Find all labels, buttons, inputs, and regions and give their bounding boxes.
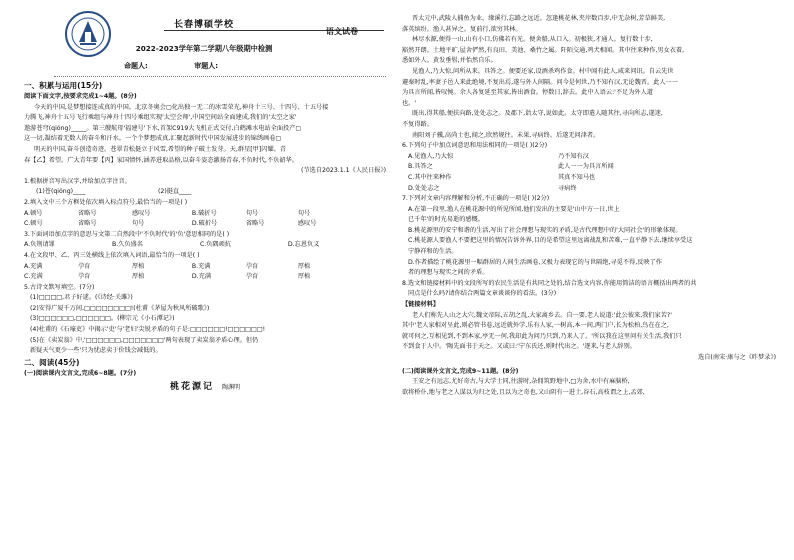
q3-options (24, 240, 386, 251)
q6-option-pair: 寻病终 (558, 184, 577, 192)
link-line: 其中'老人家相对呈此,则必管书卷,远近就外学,乐有人家,一树高,本一间,两门户,长为松柏,鸟在在之, (402, 322, 669, 330)
q5-item[interactable]: (3)□□□□□□,□□□□□□。(柳宗元《小石潭记》) (30, 315, 175, 323)
q4-option: 厚植 (131, 273, 145, 281)
question-1: 1.根据拼音写出汉字,并给加点字注音。 (24, 177, 131, 185)
q7-item[interactable]: D.作者描绘了桃花源里一幅群居的人间生活画卷,又极力表现它的与世隔绝,寻觅不得,反映了作 (408, 258, 662, 266)
question-8-cont: 同点是什么吗?请你结合两篇文章谈谈你的看法。(3分) (408, 290, 557, 298)
link-line: 不到食于人中。'陶先面书于天之。又或曰:'宁东氏还,则时代出之。'逐来,与老人辞别。 (402, 343, 636, 351)
text-line: 落英缤纷。渔人甚异之。复前行,欲穷其林。 (402, 25, 522, 33)
passage-line: 这一切,凝结着无数人的奋斗和汗水。一个个梦想成真,汇聚起新时代中国发展进步的锦绣画卷▢ (24, 135, 282, 143)
text-line: 豁然开朗。土地平旷,屋舍俨然,有良田、美池、桑竹之属。阡陌交通,鸡犬相闻。其中往来种作,男女衣着, (402, 46, 685, 54)
paper-type: 语文试卷 (326, 27, 358, 36)
q5-item: 新疑天气更少一些'只为忧虑卖于价钱会减低的。 (30, 347, 162, 355)
q2-option: 句号 (131, 220, 145, 228)
q6-option-pair: 此人一一为具言所闻 (558, 163, 614, 171)
q4-option[interactable]: A.充满 (24, 262, 43, 270)
text-line: 既出,得其船,便扶向路,处处志之。及郡下,诣太守,说如此。太守即遣人随其往,寻向所志,遂迷, (412, 110, 663, 118)
q2-option[interactable]: D.破折号 (191, 220, 218, 228)
q4-option: 孕育 (77, 273, 91, 281)
subsection2-title: (二)阅读课外文言文,完成9~11题。(8分) (402, 367, 519, 375)
header-divider (54, 76, 386, 77)
passage-line: 遨游苍穹(qióng)_____。第三艘航母'福建号'下水,首架C919大飞机正式交付,白鹤滩水电站全面投产▢ (24, 124, 302, 132)
text-line: 悉如外人。黄发垂髫,并怡然自乐。 (402, 57, 497, 65)
q7-item[interactable]: A.在第一段里,渔人在桃花源中的所见所闻,他们发出的主要是'山中方一日,世上 (408, 205, 620, 213)
link-line: 就可何之,互相见到,不到本家,亭无一何,我却此为问乃只到,乃来人了。'所以我在这里问有关生活,我们只 (402, 332, 682, 340)
q6-option-pair: 其真不知马也 (558, 173, 596, 181)
q2-option: 句号 (297, 209, 311, 217)
passage-line: 春【乙】希望。广大青年要【丙】家国情怀,涵养进取品格,以奋斗姿态激扬青春,不负时代,不负韶华。 (24, 156, 298, 164)
q2-option: 省略号 (77, 220, 97, 228)
q4-option: 厚植 (297, 262, 311, 270)
q2-option: 省略号 (77, 209, 97, 217)
link-source: 选自(南宋·康与之《昨梦录》) (698, 354, 776, 361)
text-line: 不复得路。 (402, 120, 433, 128)
q1-item[interactable]: (1)苍(qióng)____ (36, 188, 86, 196)
q1-item[interactable]: (2)挺直____ (157, 188, 192, 196)
passage-line: 今天的中国,是梦想接连成真的中国。北京冬奥会▢化出独一无二的冰雪荣光,神舟十三号、十四号、十五号接 (34, 103, 329, 111)
q2-option[interactable]: B.破折号 (191, 209, 217, 217)
setter-label: 命题人: (124, 62, 148, 70)
text-line: 避秦时乱,率妻子邑人来此绝境,不复出焉,遂与外人间隔。问今是何世,乃不知有汉,无论魏晋。此人一一 (402, 78, 678, 86)
q2-option: 感叹号 (297, 220, 317, 228)
section1-title: 一、积累与运用(15分) (24, 81, 103, 90)
q4-options-row (24, 272, 386, 283)
reading-prompt: 阅读下面文字,按要求完成1~4题。(8分) (24, 93, 137, 100)
q4-option[interactable]: D.充满 (191, 273, 212, 281)
exam-title: 2022-2023学年第二学期八年级期中检测 (135, 44, 273, 53)
q6-option-row (402, 184, 776, 195)
link-material-title: 【链接材料】 (402, 301, 440, 309)
q6-option-row (402, 173, 776, 184)
q4-option: 厚植 (297, 273, 311, 281)
q7-item[interactable]: B.桃花源里的安宁和谐的生活,写出了社会理想与现实的矛盾,是古代理想中的'大同社会'的形象体现。 (408, 226, 682, 234)
text-line: 晋太元中,武陵人捕鱼为业。缘溪行,忘路之远近。忽逢桃花林,夹岸数百步,中无杂树,芳草鲜美, (412, 15, 666, 22)
q6-option-pair: 乃不知有汉 (558, 152, 589, 160)
q6-option[interactable]: D.处处志之 (408, 184, 440, 192)
subsection1-title: (一)阅读课内文言文,完成6~8题。(7分) (24, 369, 137, 377)
question-5: 5.古诗文默写填空。(7分) (24, 283, 95, 291)
question-2: 2.填入文中三个方框处依次填入标点符号,最恰当的一项是( ) (24, 198, 188, 206)
question-3: 3.下面词语加点字的意思与文第二自然段中'不负时代'的'负'意思相同的是( ) (24, 230, 230, 238)
q6-option[interactable]: C.其中往来种作 (408, 173, 452, 181)
passage-line: 力腾飞,神舟十五号飞行乘组与神舟十四号乘组实现'太空会师',中国空间站全面建成,我们的'太空之家' (24, 114, 297, 122)
q2-options-row (24, 209, 386, 220)
question-7: 7.下列对文章内容理解和分析,不正确的一项是( )(2分) (402, 195, 550, 203)
text-line: 南阳刘子骥,高尚士也,闻之,欣然规往。未果,寻病终。后遂无问津者。 (412, 131, 600, 139)
poem-author: 陶渊明 (222, 384, 241, 392)
q7-item[interactable]: C.桃花源人要渔人不要把这里的情况告诉外界,目的是希望这里远离战乱和苦难,一直平静下去,继续享受这 (408, 237, 693, 245)
q4-option: 孕育 (245, 273, 259, 281)
poem-title: 桃花源记 (169, 382, 214, 393)
left-column (24, 0, 386, 560)
left-body (24, 80, 386, 392)
q4-option: 孕育 (77, 262, 91, 270)
question-8: 8.选文和链接材料中的文段所写的农民生活是有共同之处的,结合选文内容,你能用简洁的语言概括出两者的共 (402, 279, 697, 287)
q3-option[interactable]: D.忘恩负义 (287, 241, 320, 249)
setter-info (124, 61, 262, 71)
school-name: 长春博硕学校 (174, 20, 235, 30)
q4-option[interactable]: C.充满 (24, 273, 43, 281)
q6-option-row (402, 162, 776, 173)
q6-option-row (402, 152, 776, 163)
q2-options-row (24, 219, 386, 230)
passage-source: (节选自2023.1.1《人民日报》) (301, 167, 386, 175)
q5-item[interactable]: (1)□□□□,君子好逑。(《诗经·关雎》) (30, 294, 133, 302)
passage-line: 明天的中国,奋斗创造奇迹。苍翠青松挺立于风雪,希望的种子破土发芽。天,群星[甲]闪耀。青 (34, 145, 287, 153)
question-6: 6.下列句子中加点词意思和用法相同的一项是( )(2分) (402, 142, 548, 150)
q5-item[interactable]: (2)安得广厦千万间,□□□□□□□□!(杜甫《茅屋为秋风所破歌》) (30, 304, 210, 312)
question-4: 4.在文段甲、乙、丙三处横线上依次填入词语,最恰当的一项是( ) (24, 251, 200, 259)
extra-line: 王安之有远志,尤好奇古,与大学士同,往游时,杂佣筑野地中,□为舍,水中有麻脑桥, (412, 378, 630, 386)
extra-line: 欲将桥仆,地与老之人谋以为归之处,且以为之奇也,又山阴有一进士,谷石,高枝谓之上,孟郊, (402, 388, 645, 396)
q3-option[interactable]: B.久负盛名 (111, 241, 143, 249)
q6-option[interactable]: B.具答之 (408, 163, 433, 171)
text-line: 也。' (402, 99, 417, 107)
q4-option: 孕育 (245, 262, 259, 270)
q1-items (24, 187, 386, 198)
reviewer-label: 审题人: (194, 62, 219, 70)
text-line: 为具言所闻,皆叹惋。余人各复延至其家,皆出酒食。停数日,辞去。此中人语云:'不足为外人道 (402, 89, 653, 97)
q4-option: 厚植 (131, 262, 145, 270)
text-line: 见渔人,乃大惊,问所从来。具答之。便要还家,设酒杀鸡作食。村中闻有此人,咸来问讯。自云先世 (412, 67, 674, 75)
q5-item[interactable]: (4)杜甫的《石壕吏》中揭示'吏'与'老妇'尖锐矛盾的句子是:□□□□□□!□□□□□□! (30, 326, 266, 334)
section2-title: 二、阅读(45分) (24, 357, 80, 367)
q2-option: 感叹号 (131, 209, 151, 217)
q7-item: 已千年'的时光易逝的感慨。 (408, 216, 484, 224)
q3-option[interactable]: A.负荆请罪 (24, 241, 55, 249)
q2-option[interactable]: A.顿号 (24, 209, 43, 217)
q7-item: 者的理想与现实之间的矛盾。 (408, 269, 489, 277)
q4-options-row (24, 262, 386, 273)
q2-option: 句号 (245, 209, 259, 217)
q7-item: 宁静祥和的生活。 (408, 248, 458, 256)
right-column (402, 0, 776, 560)
q2-option: 省略号 (245, 220, 265, 228)
q5-item[interactable]: (5)在《卖炭翁》中,'□□□□□□,□□□□□□□'两句表现了卖炭翁矛盾心理。但仍 (30, 336, 259, 344)
q4-option[interactable]: B.充满 (191, 262, 211, 270)
poem-title-row (24, 379, 386, 392)
right-body (402, 14, 776, 398)
link-line: 老人们称先人山之大穴,魏文帝际,五胡之乱,大家离乡去。自一要,老人说道:'此公彼来,我们家苦?' (412, 311, 672, 319)
text-line: 林尽水源,便得一山,山有小口,仿佛若有光。便舍船,从口入。初极狭,才通人。复行数十步, (412, 36, 653, 44)
q3-option[interactable]: C.负隅顽抗 (199, 241, 231, 249)
q2-option[interactable]: C.顿号 (24, 220, 43, 228)
q6-option[interactable]: A.见渔人,乃大惊 (408, 152, 454, 160)
